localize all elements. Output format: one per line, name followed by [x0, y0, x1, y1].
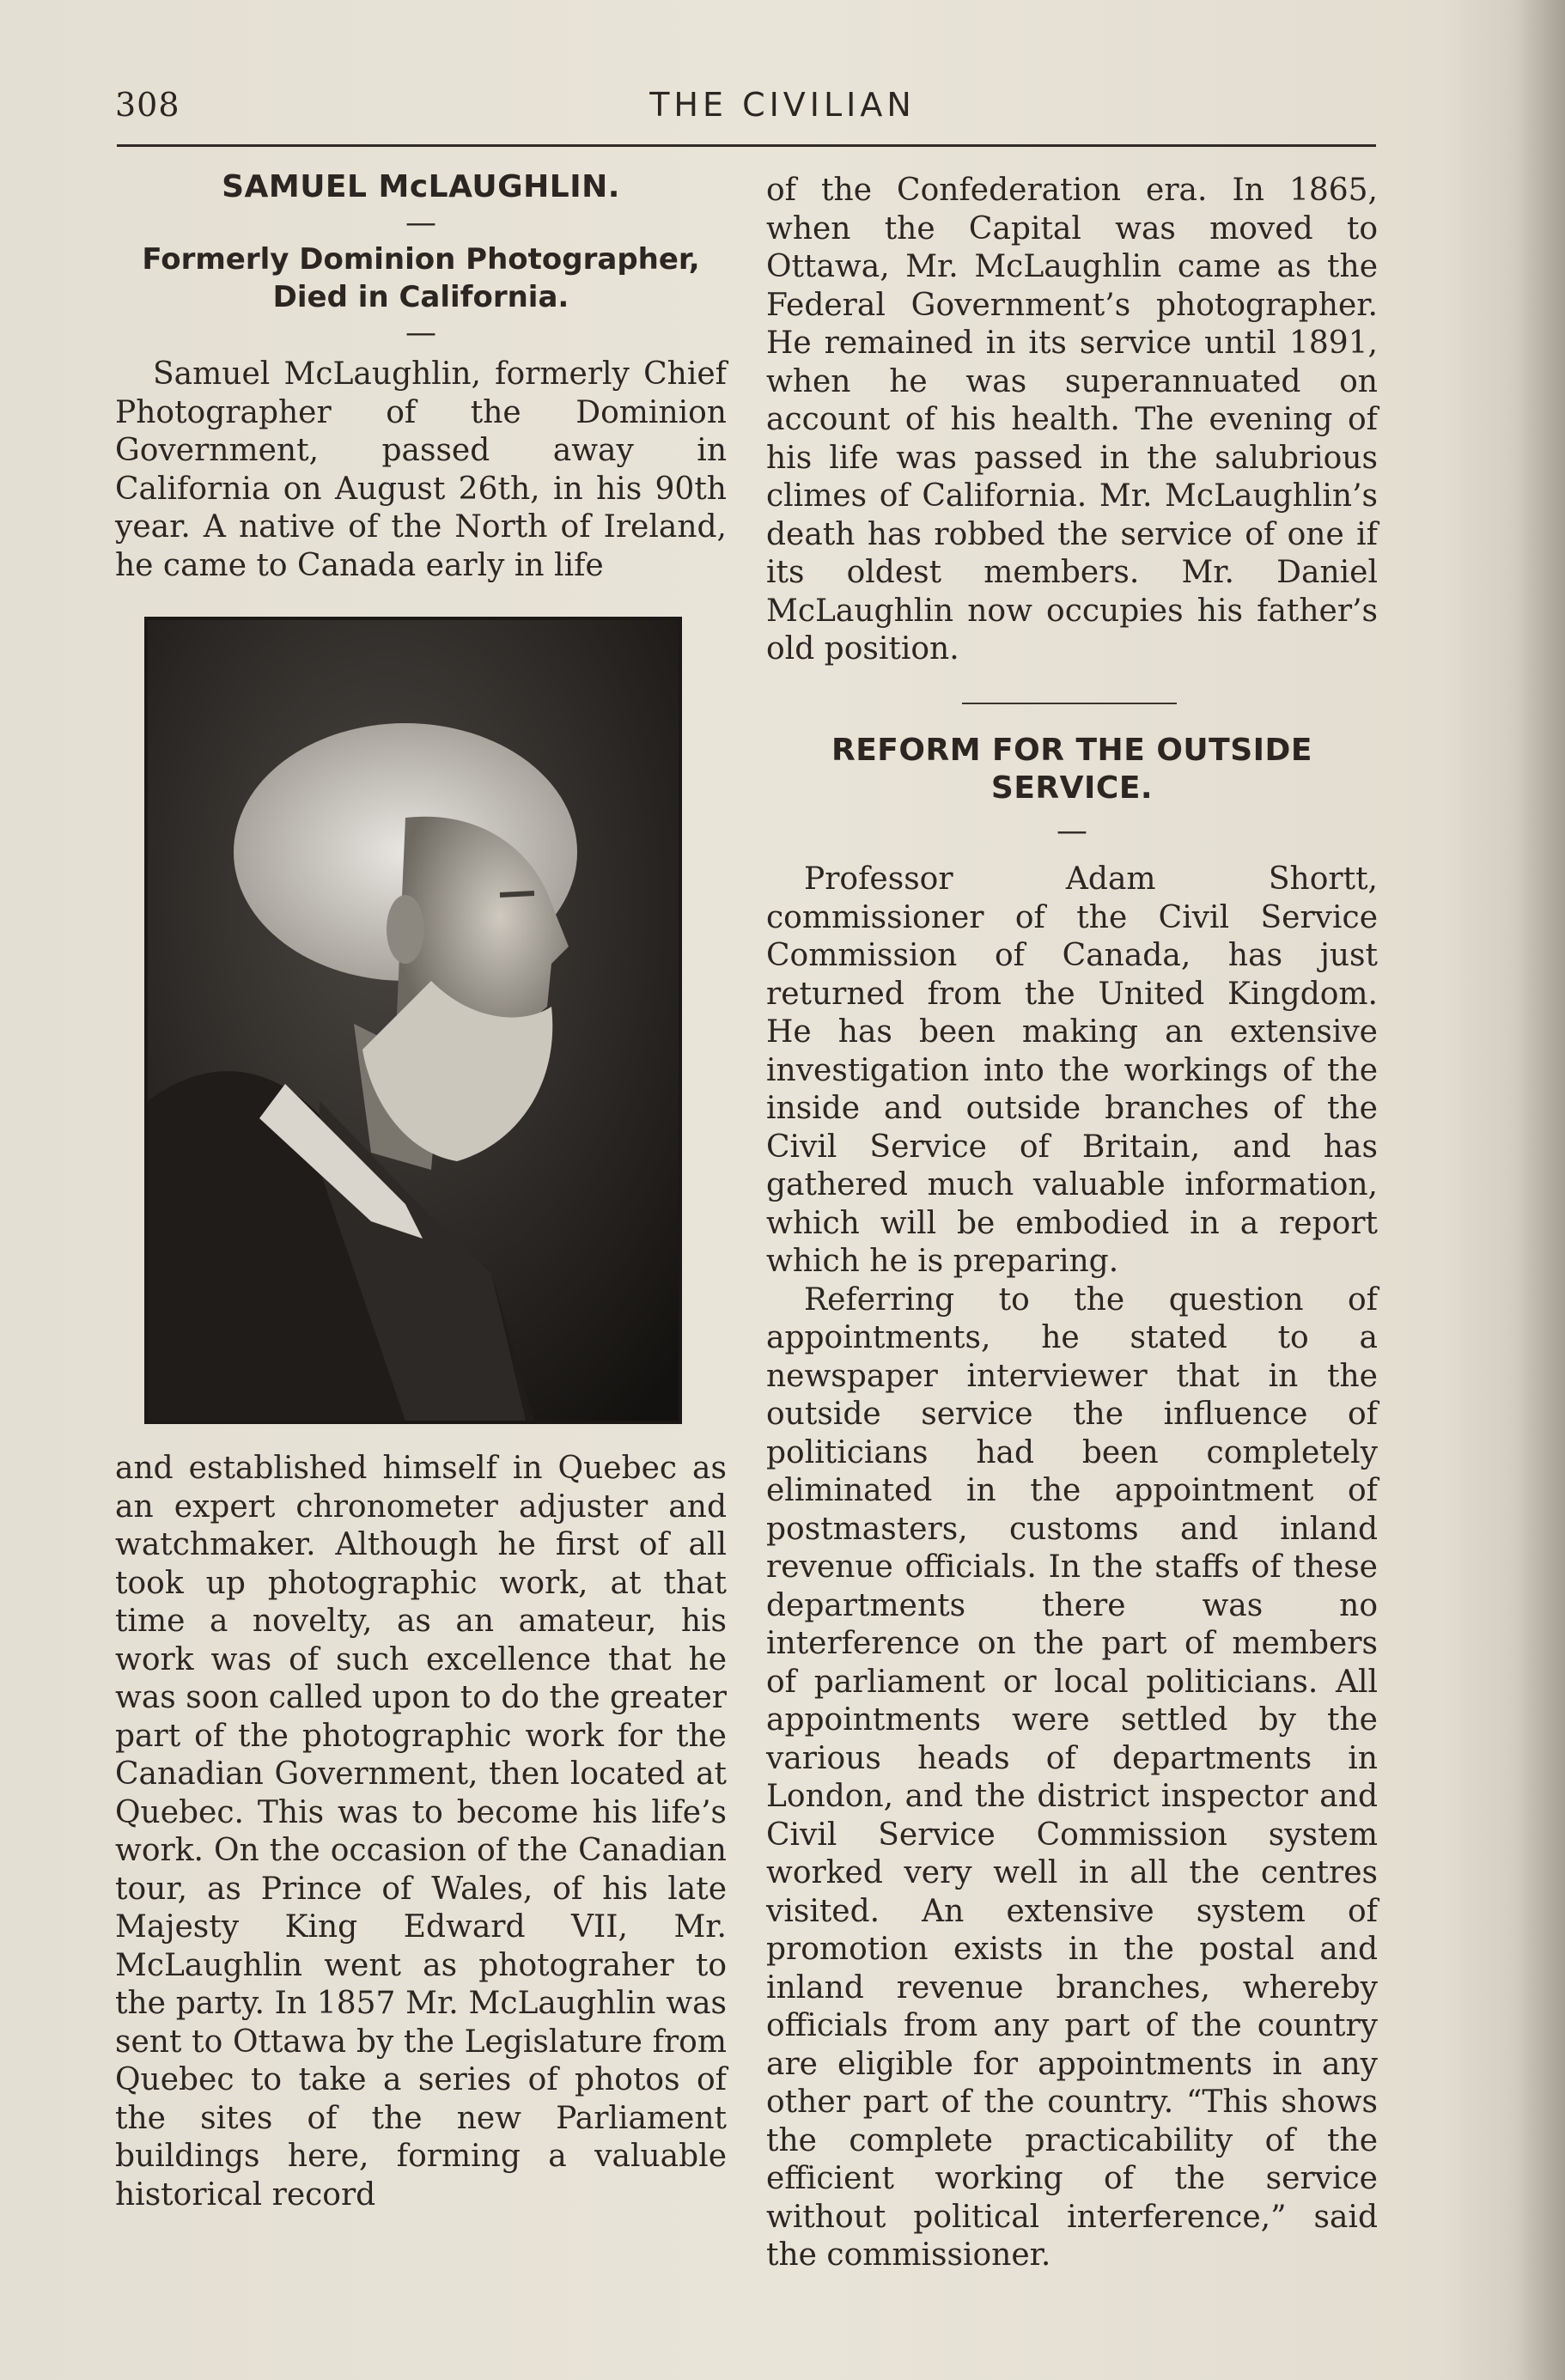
right-column	[766, 172, 1378, 669]
subheadline-dash: —	[405, 315, 436, 350]
left-column-bottom	[115, 1450, 727, 2214]
article-paragraph-right: of the Confederation era. In 1865, when the Capital was moved to Ottawa, Mr. McLaughlin came as the Federal Government’s photographer. He remained in its service until 1891, when he was superannuated on account of his health. The evening of his life was passed in the salubrious climes of California. Mr. McLaughlin’s death has robbed the service of one if its oldest members. Mr. Daniel McLaughlin now occupies his father’s old position.	[766, 173, 1378, 667]
article2-dash: —	[1057, 813, 1087, 849]
article2-headline: REFORM FOR THE OUTSIDE SERVICE.	[831, 733, 1313, 806]
headline-dash: —	[405, 205, 436, 240]
portrait-photo	[144, 617, 682, 1424]
page-number: 308	[115, 86, 180, 124]
running-title: THE CIVILIAN	[649, 86, 916, 124]
portrait-photo-icon	[148, 620, 679, 1421]
article-paragraph: Samuel McLaughlin, formerly Chief Photographer of the Dominion Government, passed away in California on August 26th, in his 90th year. A native of the North of Ireland, he came to Canada early in life	[115, 356, 727, 583]
article-paragraph-continued: and established himself in Quebec as an expert chronometer adjuster and watchmaker. Although he first of all took up photographic work, at that time a novelty, as an amateur, his work was of such excellence that he was soon called upon to do the greater part of the photographic work for the Canadian Government, then located at Quebec. This was to become his life’s work. On the occasion of the Canadian tour, as Prince of Wales, of his late Majesty King Edward VII, Mr. McLaughlin went as photograher to the party. In 1857 Mr. McLaughlin was sent to Ottawa by the Legislature from Quebec to take a series of photos of the sites of the new Parliament buildings here, forming a valuable historical record	[115, 1451, 727, 2213]
right-column-article2	[766, 732, 1378, 2275]
spine-shadow	[1513, 0, 1565, 2380]
article-separator	[962, 703, 1177, 704]
article-headline: SAMUEL McLAUGHLIN.	[222, 169, 620, 204]
article2-paragraph-2: Referring to the question of appointments, he stated to a newspaper interviewer that in the outside service the influence of politicians had been completely eliminated in the appointment of postmasters, customs and inland revenue officials. In the staffs of these departments there was no interference on the part of members of parliament or local politicians. All appointments were settled by the various heads of departments in London, and the district inspector and Civil Service Commission system worked very well in all the centres visited. An extensive system of promotion exists in the postal and inland revenue branches, whereby officials from any part of the country are eligible for appointments in any other part of the country. “This shows the complete practicability of the efficient working of the service without political interference,” said the commissioner.	[766, 1281, 1378, 2273]
article2-paragraph-1: Professor Adam Shortt, commissioner of the Civil Service Commission of Canada, has just returned from the United Kingdom. He has been making an extensive investigation into the workings of the inside and outside branches of the Civil Service of Britain, and has gathered much valuable information, which will be embodied in a report which he is preparing.	[766, 861, 1378, 1279]
article-subheadline: Formerly Dominion Photographer, Died in California.	[142, 242, 700, 314]
header-rule	[117, 144, 1376, 147]
left-column-top	[115, 168, 727, 585]
